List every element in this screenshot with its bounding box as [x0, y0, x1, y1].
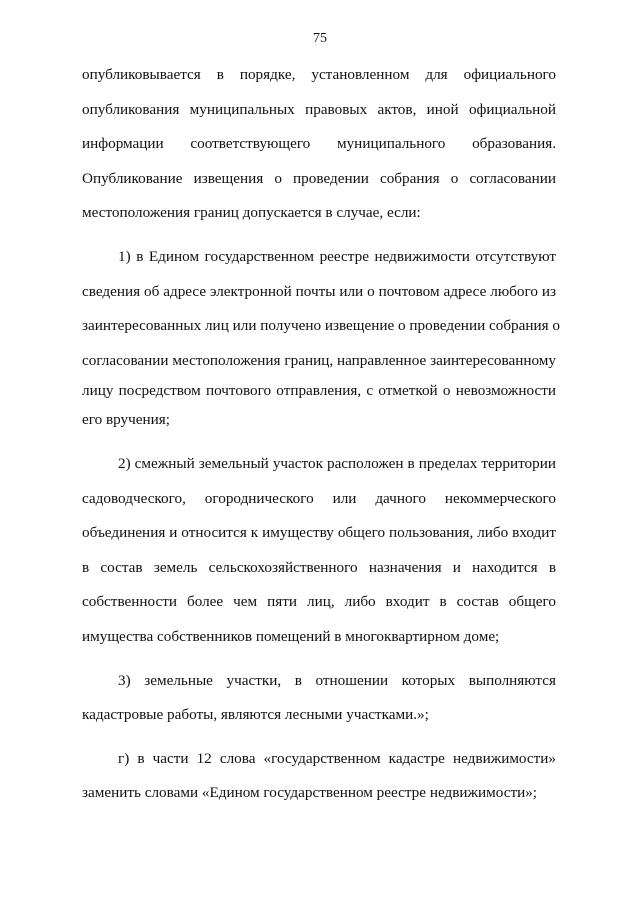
paragraph-item-3 — [82, 664, 556, 733]
text-line: г) в части 12 слова «государственном кадастре недвижимости» — [118, 749, 556, 767]
paragraph-publication-procedure — [82, 58, 556, 231]
text-line: заинтересованных лиц или получено извещение о проведении собрания о — [82, 317, 561, 335]
text-line: его вручения; — [82, 411, 170, 429]
text-line: в состав земель сельскохозяйственного назначения и находится в — [82, 558, 556, 576]
text-line: имущества собственников помещений в многоквартирном доме; — [82, 627, 500, 645]
text-line: опубликовывается в порядке, установленном для официального — [82, 66, 556, 83]
paragraph-subpoint-g — [82, 742, 556, 811]
text-line: лицу посредством почтового отправления, с отметкой о невозможности — [82, 382, 556, 400]
paragraph-item-1 — [82, 240, 561, 438]
text-line: объединения и относится к имуществу общего пользования, либо входит — [82, 524, 556, 542]
text-line: садоводческого, огороднического или дачного некоммерческого — [82, 489, 556, 507]
text-line: Опубликование извещения о проведении собрания о согласовании — [82, 169, 556, 187]
page-number: 75 — [313, 31, 327, 46]
text-line: 1) в Едином государственном реестре недвижимости отсутствуют — [118, 247, 556, 265]
text-line: кадастровые работы, являются лесными участками.»; — [82, 706, 429, 724]
document-body — [82, 58, 561, 811]
text-line: опубликования муниципальных правовых актов, иной официальной — [82, 100, 556, 118]
paragraph-item-2 — [82, 447, 556, 655]
text-line: сведения об адресе электронной почты или о почтовом адресе любого из — [82, 282, 556, 300]
text-line: информации соответствующего муниципального образования. — [82, 135, 556, 153]
text-line: заменить словами «Едином государственном реестре недвижимости»; — [82, 784, 538, 802]
text-line: местоположения границ допускается в случае, если: — [82, 204, 421, 222]
text-line: собственности более чем пяти лиц, либо входит в состав общего — [82, 593, 556, 611]
text-line: согласовании местоположения границ, направленное заинтересованному — [82, 351, 556, 369]
text-line: 3) земельные участки, в отношении которых выполняются — [118, 671, 556, 689]
text-line: 2) смежный земельный участок расположен в пределах территории — [118, 454, 556, 472]
